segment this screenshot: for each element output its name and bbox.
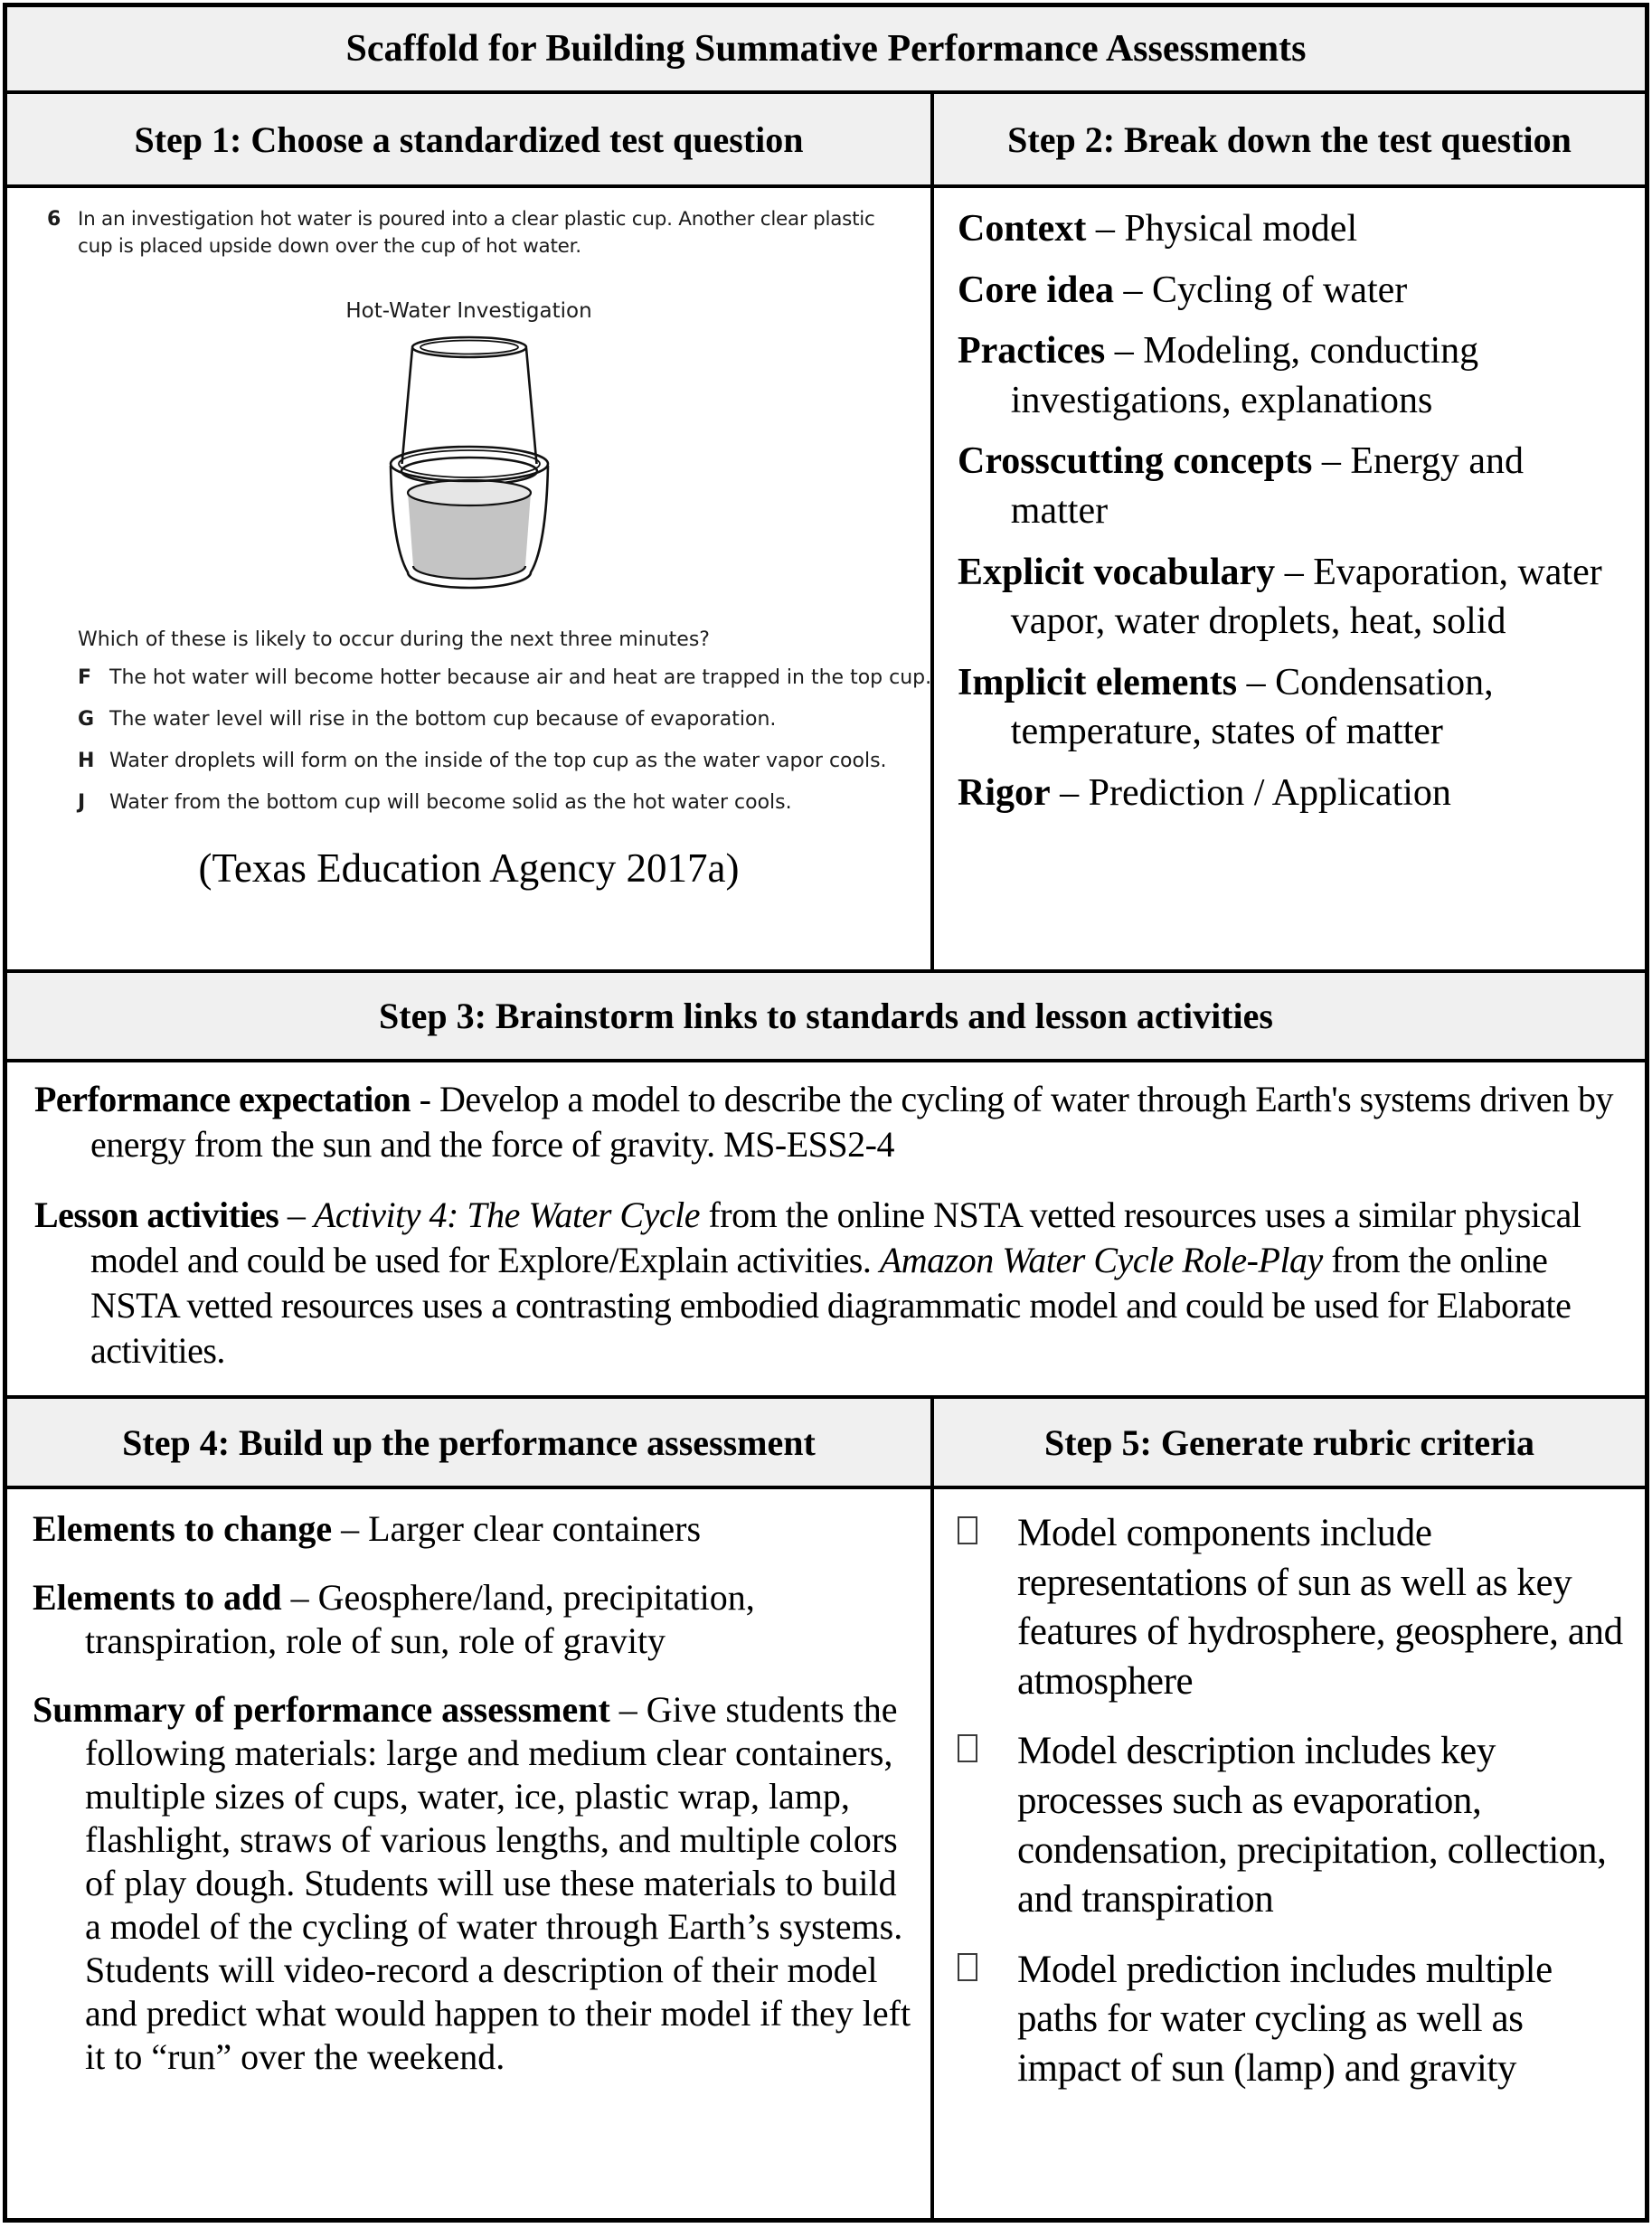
step1-body-cell (7, 188, 934, 969)
criterion-text: Model components include representations of sun as well as key features of hydrosphere, geosphere, and atmosphere (1017, 1512, 1623, 1703)
analysis-entry: Practices – Modeling, conducting investigations, explanations (958, 330, 1479, 421)
rubric-criterion (956, 1509, 1634, 1706)
step1-header-cell (7, 94, 934, 184)
step1-header: Step 1: Choose a standardized test question (134, 118, 804, 160)
step5-body-cell (934, 1489, 1645, 2218)
criterion-text: Model description includes key processes such as evaporation, condensation, precipitation, collection, and transpiration (1017, 1730, 1607, 1921)
assessment-entry: Elements to add – Geosphere/land, precipitation, transpiration, role of sun, role of gravity (33, 1577, 755, 1661)
step3-header-row (7, 973, 1645, 1062)
cups-figure (7, 334, 930, 605)
table-title-row (7, 7, 1645, 94)
step1-step2-header-row (7, 94, 1645, 188)
assessment-entry: Elements to change – Larger clear containers (33, 1508, 702, 1549)
page-title: Scaffold for Building Summative Performance Assessments (345, 28, 1307, 70)
water-surface (408, 480, 531, 505)
analysis-entry: Explicit vocabulary – Evaporation, water vapor, water droplets, heat, solid (958, 551, 1602, 643)
citation: (Texas Education Agency 2017a) (198, 845, 740, 891)
criterion-text: Model prediction includes multiple paths for water cycling as well as impact of sun (lamp) and gravity (1017, 1948, 1553, 2091)
checkbox-bullet-icon (958, 1734, 977, 1762)
analysis-entry: Context – Physical model (958, 208, 1358, 250)
step4-header-cell (7, 1399, 934, 1486)
hot-water-cups-illustration (385, 334, 553, 601)
checkbox-bullet-icon (958, 1953, 977, 1981)
option-letter: J (78, 790, 86, 814)
step4-step5-header-row (7, 1399, 1645, 1489)
lesson-activities: Lesson activities – Activity 4: The Water Cycle from the online NSTA vetted resources uses a similar physical model and could be used for Explore/Explain activities. Amazon Water Cycle Role-Play from the online NSTA vetted resources uses a contrasting embodied diagrammatic model and could be used for Elaborate activities. (34, 1194, 1581, 1371)
answer-option (7, 706, 930, 734)
assessment-entry: Summary of performance assessment – Give students the following materials: large and medium clear containers, multiple sizes of cups, water, ice, plastic wrap, lamp, flashlight, straws of various lengths, and multiple colors of play dough. Students will use these materials to build a model of the cycling of water through Earth’s systems. Students will video-record a description of their model and predict what would happen to their model if they left it to “run” over the weekend. (33, 1689, 911, 2077)
step2-header-cell (934, 94, 1645, 184)
option-letter: F (78, 666, 92, 690)
checkbox-bullet-icon (958, 1516, 977, 1544)
bottom-cup-and-water (391, 447, 548, 588)
option-letter: G (78, 708, 95, 732)
analysis-entry: Implicit elements – Condensation, temperature, states of matter (958, 661, 1494, 753)
step2-header: Step 2: Break down the test question (1007, 118, 1572, 160)
step5-header-cell (934, 1399, 1645, 1486)
scaffold-table (3, 3, 1649, 2223)
answer-option (7, 748, 930, 776)
option-letter: H (78, 749, 95, 772)
option-text: Water droplets will form on the inside of the top cup as the water vapor cools. (109, 749, 887, 772)
analysis-entry: Crosscutting concepts – Energy and matter (958, 440, 1525, 532)
option-text: The water level will rise in the bottom cup because of evaporation. (109, 708, 777, 732)
question-stem (7, 206, 930, 260)
step1-step2-body-row (7, 188, 1645, 973)
step3-header: Step 3: Brainstorm links to standards and lesson activities (379, 996, 1273, 1036)
performance-expectation: Performance expectation - Develop a model to describe the cycling of water through Earth's systems driven by energy from the sun and the force of gravity. MS-ESS2-4 (34, 1079, 1613, 1165)
rubric-criterion (956, 1946, 1634, 2094)
step4-body-cell (7, 1489, 934, 2218)
step4-header: Step 4: Build up the performance assessment (122, 1421, 816, 1463)
question-number: 6 (47, 208, 61, 231)
step2-body-cell (934, 188, 1645, 969)
answer-option (7, 789, 930, 817)
figure-title: Hot-Water Investigation (345, 299, 592, 324)
question-text: In an investigation hot water is poured into a clear plastic cup. Another clear plastic cup is placed upside down over the cup of hot water. (78, 208, 875, 258)
rubric-criterion (956, 1727, 1634, 1924)
option-text: The hot water will become hotter because air and heat are trapped in the top cup. (109, 666, 932, 690)
answer-option (7, 665, 930, 693)
question-prompt: Which of these is likely to occur during the next three minutes? (78, 628, 710, 652)
option-text: Water from the bottom cup will become solid as the hot water cools. (109, 790, 792, 814)
step3-body-cell (7, 1062, 1645, 1399)
analysis-entry: Core idea – Cycling of water (958, 269, 1408, 311)
test-question-block (7, 188, 930, 817)
step4-step5-body-row (7, 1489, 1645, 2218)
step5-header: Step 5: Generate rubric criteria (1043, 1421, 1534, 1463)
analysis-entry: Rigor – Prediction / Application (958, 771, 1451, 814)
